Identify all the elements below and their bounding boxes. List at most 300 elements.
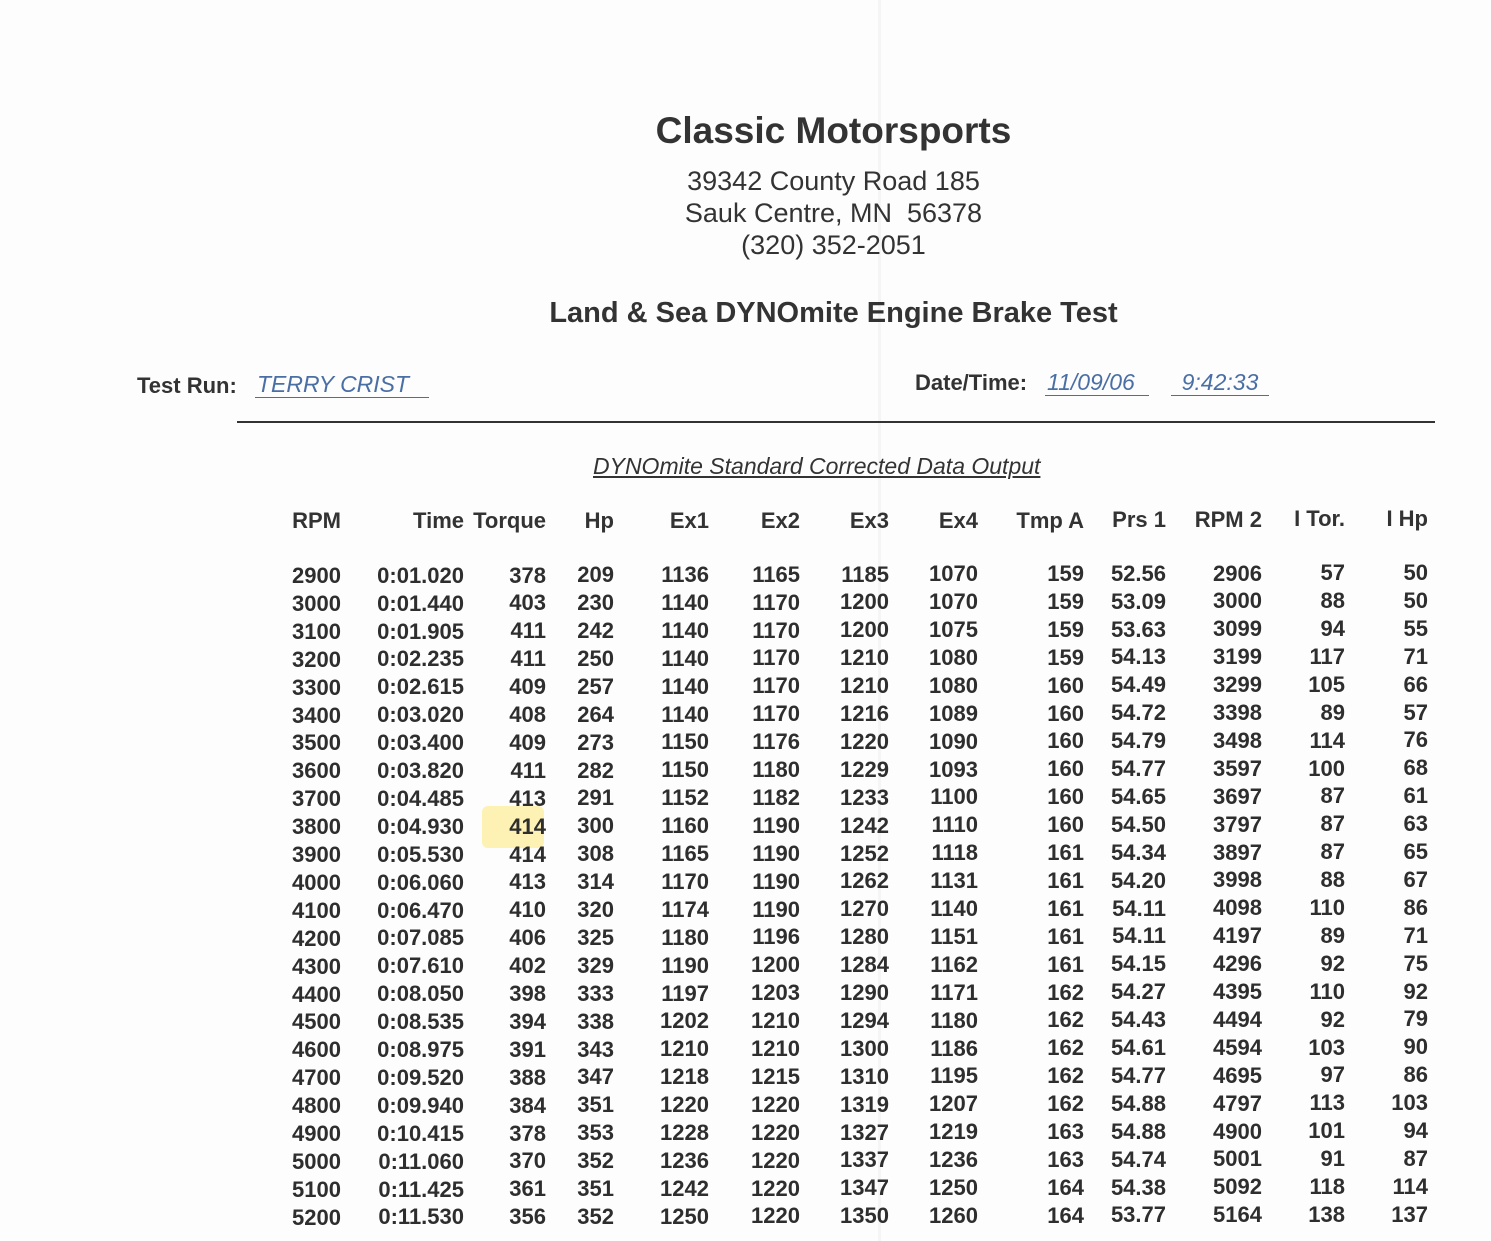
cell-time: 0:03.820 — [377, 758, 464, 784]
cell-i-tor: 88 — [1320, 867, 1345, 893]
cell-i-tor: 92 — [1320, 1006, 1345, 1032]
cell-tmp-a: 163 — [1047, 1119, 1084, 1144]
cell-tmp-a: 160 — [1047, 728, 1084, 754]
address-line-1: 39342 County Road 185 — [687, 166, 980, 196]
cell-time: 0:11.060 — [378, 1148, 464, 1174]
cell-torque: 414 — [509, 813, 546, 839]
cell-hp: 338 — [577, 1008, 614, 1034]
table-title: DYNOmite Standard Corrected Data Output — [593, 453, 1041, 479]
phone-number: (320) 352-2051 — [741, 230, 926, 260]
cell-i-hp: 79 — [1403, 1006, 1428, 1032]
cell-time: 0:08.050 — [377, 981, 464, 1007]
cell-ex4: 1260 — [929, 1202, 978, 1228]
cell-i-hp: 75 — [1403, 950, 1428, 976]
cell-ex1: 1140 — [661, 673, 709, 699]
cell-ex3: 1270 — [840, 896, 889, 922]
cell-tmp-a: 162 — [1047, 1091, 1084, 1117]
cell-ex4: 1131 — [930, 868, 978, 894]
cell-rpm: 4500 — [292, 1009, 341, 1035]
cell-time: 0:07.610 — [377, 953, 464, 979]
cell-i-hp: 86 — [1403, 894, 1428, 920]
cell-hp: 308 — [577, 841, 614, 867]
cell-torque: 411 — [510, 646, 546, 672]
cell-i-hp: 137 — [1391, 1201, 1428, 1227]
column-header-hp: Hp — [584, 508, 614, 533]
cell-torque: 384 — [509, 1092, 546, 1118]
cell-ex2: 1190 — [752, 868, 800, 894]
cell-rpm: 3300 — [292, 674, 341, 700]
cell-i-hp: 86 — [1403, 1062, 1428, 1088]
test-title: Land & Sea DYNOmite Engine Brake Test — [549, 297, 1118, 329]
cell-ex3: 1262 — [840, 868, 889, 894]
cell-time: 0:01.020 — [377, 562, 464, 588]
cell-ex3: 1350 — [840, 1203, 889, 1229]
cell-ex3: 1233 — [840, 784, 889, 810]
cell-i-hp: 114 — [1392, 1173, 1428, 1199]
cell-ex1: 1140 — [661, 645, 709, 671]
cell-ex2: 1165 — [752, 561, 800, 587]
cell-ex1: 1242 — [660, 1175, 709, 1201]
cell-time: 0:08.975 — [377, 1037, 464, 1063]
cell-i-hp: 90 — [1403, 1034, 1428, 1060]
cell-rpm-2: 3099 — [1213, 616, 1262, 642]
cell-ex1: 1218 — [660, 1064, 709, 1090]
cell-ex1: 1180 — [661, 924, 709, 950]
cell-prs-1: 53.77 — [1110, 1202, 1166, 1228]
cell-rpm-2: 3199 — [1213, 644, 1262, 670]
column-header-ex2: Ex2 — [760, 508, 800, 533]
cell-time: 0:03.400 — [377, 730, 464, 756]
cell-ex2: 1210 — [751, 1008, 800, 1034]
cell-ex4: 1171 — [930, 979, 978, 1005]
column-header-i-hp: I Hp — [1386, 506, 1428, 531]
cell-i-hp: 57 — [1403, 699, 1428, 725]
cell-ex2: 1190 — [752, 840, 800, 866]
cell-ex2: 1182 — [752, 784, 800, 810]
cell-ex2: 1190 — [752, 812, 800, 838]
cell-ex2: 1180 — [752, 757, 800, 783]
cell-torque: 378 — [509, 562, 546, 588]
cell-rpm: 4100 — [292, 897, 341, 923]
cell-torque: 356 — [509, 1204, 546, 1230]
cell-rpm: 3400 — [292, 702, 341, 728]
cell-ex1: 1170 — [661, 868, 709, 894]
cell-time: 0:09.940 — [377, 1092, 464, 1118]
cell-hp: 320 — [577, 897, 614, 923]
column-header-ex3: Ex3 — [849, 508, 889, 533]
cell-i-hp: 65 — [1403, 839, 1428, 864]
cell-ex3: 1294 — [840, 1007, 889, 1033]
cell-rpm-2: 3299 — [1213, 672, 1262, 698]
cell-ex1: 1140 — [661, 617, 709, 643]
cell-tmp-a: 159 — [1047, 561, 1084, 586]
cell-rpm-2: 3998 — [1213, 867, 1262, 893]
cell-ex3: 1216 — [840, 701, 889, 726]
cell-ex3: 1200 — [840, 617, 889, 643]
cell-i-hp: 50 — [1403, 587, 1428, 613]
cell-prs-1: 54.74 — [1110, 1146, 1166, 1172]
test-run-label: Test Run: — [137, 373, 237, 398]
cell-ex4: 1162 — [930, 951, 978, 977]
cell-i-tor: 117 — [1309, 643, 1345, 669]
cell-ex4: 1070 — [929, 589, 978, 615]
cell-ex3: 1210 — [840, 673, 889, 699]
cell-rpm: 5200 — [292, 1204, 341, 1230]
cell-hp: 257 — [577, 673, 614, 699]
cell-rpm: 4600 — [292, 1037, 341, 1063]
cell-ex3: 1337 — [840, 1147, 889, 1173]
cell-ex3: 1300 — [840, 1035, 889, 1061]
cell-tmp-a: 164 — [1047, 1202, 1084, 1228]
cell-i-hp: 50 — [1403, 560, 1428, 585]
cell-rpm-2: 5001 — [1213, 1146, 1262, 1172]
cell-rpm: 3600 — [292, 758, 341, 784]
cell-rpm-2: 2906 — [1213, 560, 1262, 586]
cell-time: 0:02.615 — [377, 674, 464, 700]
cell-ex4: 1089 — [929, 700, 978, 726]
cell-prs-1: 54.15 — [1110, 951, 1166, 977]
cell-tmp-a: 159 — [1047, 588, 1084, 614]
cell-time: 0:06.060 — [377, 869, 464, 895]
cell-ex4: 1140 — [930, 896, 978, 922]
cell-i-tor: 101 — [1308, 1118, 1345, 1144]
cell-ex2: 1215 — [751, 1063, 800, 1089]
cell-rpm: 5000 — [292, 1148, 341, 1174]
cell-ex3: 1310 — [840, 1063, 889, 1089]
cell-ex2: 1190 — [752, 896, 800, 922]
cell-prs-1: 53.09 — [1110, 588, 1166, 614]
cell-prs-1: 52.56 — [1110, 560, 1166, 586]
cell-prs-1: 54.38 — [1110, 1174, 1166, 1200]
cell-rpm: 3100 — [292, 618, 341, 644]
cell-rpm: 5100 — [292, 1176, 341, 1202]
cell-hp: 347 — [577, 1064, 614, 1090]
cell-time: 0:10.415 — [377, 1120, 464, 1146]
cell-rpm: 4200 — [292, 925, 341, 951]
cell-ex4: 1100 — [930, 784, 978, 810]
cell-time: 0:06.470 — [377, 897, 464, 923]
cell-torque: 413 — [509, 869, 546, 895]
cell-rpm-2: 4900 — [1213, 1118, 1262, 1144]
cell-ex2: 1170 — [752, 589, 800, 615]
cell-prs-1: 54.27 — [1110, 979, 1166, 1005]
cell-torque: 394 — [509, 1008, 546, 1034]
cell-time: 0:09.520 — [377, 1064, 464, 1090]
cell-i-tor: 87 — [1320, 811, 1345, 837]
cell-rpm-2: 4395 — [1213, 979, 1262, 1004]
cell-i-tor: 105 — [1308, 671, 1345, 697]
cell-tmp-a: 161 — [1047, 840, 1084, 865]
cell-prs-1: 54.88 — [1110, 1118, 1166, 1144]
cell-ex4: 1118 — [931, 840, 978, 866]
cell-ex4: 1080 — [929, 672, 978, 698]
datetime-label: Date/Time: — [915, 370, 1028, 395]
cell-ex1: 1140 — [661, 701, 709, 727]
cell-tmp-a: 160 — [1047, 756, 1084, 782]
cell-i-hp: 68 — [1403, 755, 1428, 781]
cell-i-tor: 113 — [1309, 1090, 1345, 1116]
cell-ex2: 1176 — [752, 729, 800, 755]
cell-ex1: 1228 — [660, 1120, 709, 1145]
cell-tmp-a: 159 — [1047, 644, 1084, 670]
cell-ex4: 1093 — [929, 756, 978, 782]
cell-tmp-a: 164 — [1047, 1174, 1084, 1200]
cell-rpm-2: 4594 — [1213, 1034, 1262, 1060]
cell-ex2: 1210 — [751, 1036, 800, 1062]
cell-rpm-2: 3498 — [1213, 727, 1262, 753]
cell-time: 0:05.530 — [377, 841, 464, 867]
cell-ex3: 1327 — [840, 1119, 889, 1145]
cell-torque: 411 — [510, 757, 546, 783]
cell-i-hp: 55 — [1403, 615, 1428, 641]
cell-hp: 242 — [577, 618, 614, 644]
cell-torque: 413 — [509, 785, 546, 811]
cell-ex3: 1200 — [840, 589, 889, 615]
cell-hp: 264 — [577, 701, 614, 727]
cell-time: 0:11.530 — [378, 1204, 464, 1230]
cell-prs-1: 54.11 — [1112, 923, 1166, 949]
cell-ex1: 1150 — [661, 757, 709, 783]
column-header-tmp-a: Tmp A — [1016, 508, 1084, 533]
cell-hp: 353 — [577, 1120, 614, 1146]
cell-ex3: 1252 — [840, 840, 889, 866]
cell-ex4: 1110 — [931, 812, 978, 838]
cell-rpm: 3900 — [292, 842, 341, 867]
cell-i-tor: 114 — [1309, 727, 1345, 753]
cell-ex4: 1186 — [930, 1035, 978, 1061]
cell-torque: 403 — [509, 590, 546, 616]
cell-hp: 230 — [577, 590, 614, 616]
column-header-prs-1: Prs 1 — [1112, 507, 1166, 532]
cell-i-hp: 87 — [1403, 1145, 1428, 1171]
cell-ex3: 1347 — [840, 1175, 889, 1201]
cell-prs-1: 54.50 — [1110, 811, 1166, 837]
cell-ex4: 1236 — [929, 1147, 978, 1173]
cell-hp: 250 — [577, 645, 614, 671]
cell-ex3: 1242 — [840, 812, 889, 838]
cell-rpm: 3700 — [292, 786, 341, 812]
date-value: 11/09/06 — [1045, 369, 1149, 396]
cell-torque: 391 — [509, 1036, 546, 1062]
column-header-ex4: Ex4 — [938, 508, 978, 533]
cell-tmp-a: 161 — [1047, 923, 1084, 949]
cell-i-tor: 89 — [1320, 922, 1345, 948]
cell-ex1: 1150 — [661, 729, 709, 755]
cell-i-hp: 63 — [1403, 811, 1428, 837]
cell-torque: 398 — [509, 981, 546, 1006]
column-header-rpm: RPM — [292, 508, 341, 533]
cell-i-hp: 66 — [1403, 671, 1428, 697]
cell-ex4: 1250 — [929, 1175, 978, 1201]
cell-torque: 402 — [509, 953, 546, 979]
cell-prs-1: 54.65 — [1110, 783, 1166, 809]
cell-rpm-2: 4797 — [1213, 1090, 1262, 1116]
cell-ex2: 1170 — [752, 645, 800, 671]
cell-ex1: 1210 — [660, 1036, 709, 1062]
cell-ex1: 1197 — [661, 980, 709, 1006]
cell-prs-1: 54.77 — [1110, 756, 1166, 782]
cell-tmp-a: 160 — [1047, 784, 1084, 810]
cell-ex2: 1170 — [752, 701, 800, 727]
cell-ex2: 1220 — [751, 1175, 800, 1201]
cell-ex3: 1220 — [840, 728, 889, 754]
cell-tmp-a: 160 — [1047, 672, 1084, 698]
time-value: 9:42:33 — [1171, 369, 1269, 396]
cell-tmp-a: 162 — [1047, 1007, 1084, 1033]
cell-prs-1: 54.88 — [1110, 1090, 1166, 1116]
cell-ex2: 1220 — [751, 1119, 800, 1145]
cell-torque: 378 — [509, 1120, 546, 1146]
cell-rpm-2: 3597 — [1213, 755, 1262, 781]
cell-tmp-a: 162 — [1047, 1035, 1084, 1061]
column-header-torque: Torque — [473, 508, 546, 533]
cell-torque: 409 — [509, 729, 546, 755]
cell-hp: 325 — [577, 924, 614, 950]
cell-tmp-a: 162 — [1047, 1063, 1084, 1089]
cell-ex4: 1090 — [929, 728, 978, 754]
cell-hp: 351 — [577, 1176, 614, 1202]
cell-tmp-a: 160 — [1047, 812, 1084, 838]
cell-ex4: 1075 — [929, 617, 978, 643]
cell-ex2: 1220 — [751, 1203, 800, 1229]
cell-time: 0:07.085 — [377, 925, 464, 951]
cell-ex4: 1080 — [929, 644, 978, 670]
cell-ex1: 1174 — [661, 896, 709, 922]
cell-hp: 209 — [577, 562, 614, 588]
cell-i-tor: 97 — [1320, 1062, 1345, 1088]
cell-i-tor: 88 — [1320, 588, 1345, 614]
cell-rpm-2: 3797 — [1213, 811, 1262, 837]
cell-time: 0:04.930 — [377, 813, 464, 839]
cell-hp: 282 — [577, 757, 614, 783]
cell-time: 0:08.535 — [377, 1009, 464, 1035]
cell-ex1: 1140 — [661, 589, 709, 615]
cell-tmp-a: 163 — [1047, 1146, 1084, 1172]
cell-ex1: 1250 — [660, 1203, 709, 1229]
cell-torque: 414 — [509, 841, 546, 867]
cell-rpm-2: 5092 — [1213, 1174, 1262, 1200]
cell-time: 0:01.905 — [377, 618, 464, 644]
cell-rpm-2: 4197 — [1213, 923, 1262, 949]
cell-ex3: 1284 — [840, 952, 889, 978]
cell-ex3: 1185 — [841, 561, 889, 587]
address-line-2: Sauk Centre, MN 56378 — [684, 198, 983, 228]
cell-prs-1: 54.61 — [1110, 1035, 1166, 1061]
cell-prs-1: 54.77 — [1110, 1062, 1166, 1088]
cell-i-tor: 92 — [1320, 950, 1345, 976]
cell-ex4: 1219 — [929, 1119, 978, 1145]
cell-i-hp: 61 — [1403, 783, 1428, 809]
cell-hp: 314 — [577, 869, 614, 895]
cell-ex4: 1070 — [929, 561, 978, 587]
cell-ex2: 1170 — [752, 617, 800, 643]
cell-ex4: 1180 — [930, 1007, 978, 1033]
cell-i-hp: 103 — [1391, 1090, 1428, 1116]
column-header-rpm-2: RPM 2 — [1194, 507, 1262, 532]
cell-i-hp: 92 — [1403, 978, 1428, 1004]
cell-tmp-a: 161 — [1047, 867, 1084, 893]
company-name: Classic Motorsports — [655, 110, 1012, 151]
cell-prs-1: 54.20 — [1110, 867, 1166, 893]
cell-hp: 300 — [577, 813, 614, 839]
cell-i-tor: 110 — [1309, 895, 1345, 921]
cell-torque: 370 — [509, 1148, 546, 1174]
cell-ex3: 1319 — [840, 1091, 889, 1117]
cell-ex2: 1200 — [751, 952, 800, 978]
cell-hp: 343 — [577, 1036, 614, 1062]
cell-i-tor: 57 — [1320, 560, 1345, 586]
cell-i-tor: 87 — [1320, 783, 1345, 809]
cell-prs-1: 53.63 — [1110, 616, 1166, 642]
cell-time: 0:11.425 — [378, 1176, 464, 1202]
cell-ex4: 1195 — [930, 1063, 978, 1089]
cell-ex3: 1280 — [840, 924, 889, 950]
cell-prs-1: 54.43 — [1110, 1007, 1166, 1033]
cell-rpm: 4800 — [292, 1093, 341, 1119]
cell-ex1: 1136 — [661, 562, 709, 587]
cell-i-tor: 110 — [1309, 978, 1345, 1004]
cell-ex1: 1202 — [660, 1008, 709, 1034]
cell-rpm-2: 4695 — [1213, 1062, 1262, 1088]
column-header-time: Time — [413, 508, 464, 533]
cell-prs-1: 54.13 — [1110, 644, 1166, 670]
cell-ex1: 1190 — [661, 952, 709, 978]
cell-rpm: 4700 — [292, 1065, 341, 1091]
cell-prs-1: 54.11 — [1112, 895, 1166, 921]
cell-ex3: 1290 — [840, 980, 889, 1005]
cell-torque: 388 — [509, 1064, 546, 1090]
cell-prs-1: 54.79 — [1110, 728, 1166, 754]
cell-hp: 351 — [577, 1092, 614, 1118]
cell-time: 0:04.485 — [377, 785, 464, 811]
cell-hp: 273 — [577, 729, 614, 755]
cell-torque: 410 — [509, 897, 546, 923]
cell-tmp-a: 160 — [1047, 700, 1084, 726]
cell-i-tor: 138 — [1308, 1201, 1345, 1227]
cell-i-tor: 91 — [1320, 1146, 1345, 1172]
cell-rpm-2: 4296 — [1213, 951, 1262, 977]
cell-ex2: 1203 — [751, 980, 800, 1006]
cell-i-tor: 118 — [1309, 1174, 1345, 1200]
cell-rpm: 4000 — [292, 869, 341, 895]
cell-torque: 409 — [509, 674, 546, 700]
cell-hp: 291 — [577, 785, 614, 811]
cell-tmp-a: 161 — [1047, 951, 1084, 977]
cell-i-tor: 103 — [1308, 1034, 1345, 1060]
column-header-i-tor: I Tor. — [1294, 506, 1345, 531]
cell-rpm-2: 4494 — [1213, 1006, 1262, 1032]
cell-rpm: 4400 — [292, 981, 341, 1007]
cell-rpm: 3800 — [292, 814, 341, 840]
cell-ex1: 1152 — [661, 785, 709, 811]
cell-ex4: 1151 — [930, 923, 978, 949]
cell-ex2: 1220 — [751, 1091, 800, 1117]
column-header-ex1: Ex1 — [669, 508, 709, 533]
cell-ex1: 1160 — [661, 813, 709, 839]
cell-hp: 329 — [577, 952, 614, 978]
cell-tmp-a: 161 — [1047, 895, 1084, 921]
cell-rpm: 3000 — [292, 590, 341, 616]
cell-ex1: 1220 — [660, 1092, 709, 1118]
cell-torque: 411 — [510, 618, 546, 644]
cell-time: 0:01.440 — [377, 590, 464, 616]
cell-i-hp: 76 — [1403, 727, 1428, 753]
cell-hp: 352 — [577, 1203, 614, 1229]
cell-ex4: 1207 — [929, 1091, 978, 1117]
cell-rpm-2: 3000 — [1213, 588, 1262, 614]
cell-i-hp: 94 — [1403, 1118, 1428, 1143]
cell-i-hp: 71 — [1403, 643, 1428, 669]
